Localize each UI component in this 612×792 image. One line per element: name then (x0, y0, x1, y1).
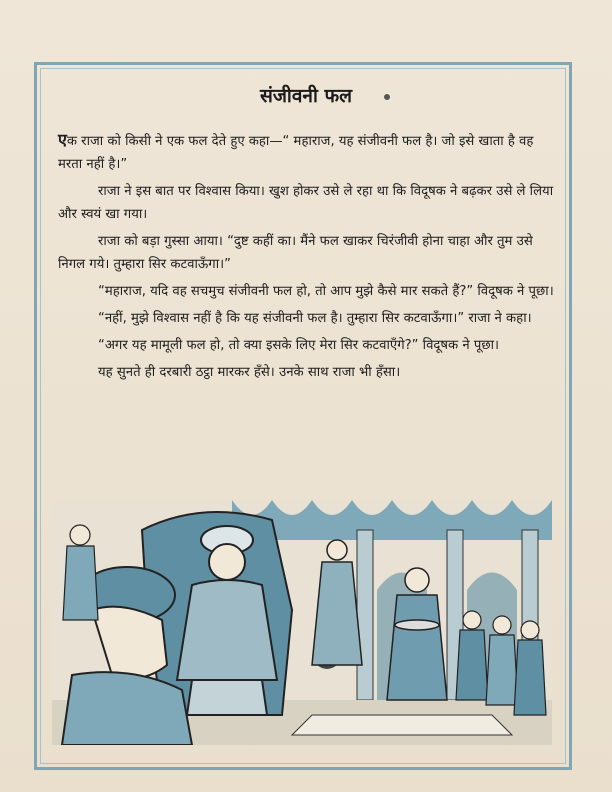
courtier-1-body (456, 630, 488, 700)
king-face (209, 544, 245, 580)
paragraph-1 (58, 128, 558, 176)
pillar-1 (357, 530, 373, 700)
courtier-left-body (63, 546, 98, 620)
courtier-3-head (521, 621, 539, 639)
paragraph-4: “महाराज, यदि वह सचमुच संजीवनी फल हो, तो आप मुझे कैसे मार सकते हैं?” विदूषक ने पूछा। (98, 284, 554, 299)
paragraph-2: राजा ने इस बात पर विश्वास किया। खुश होकर उसे ले रहा था कि विदूषक ने बढ़कर उसे ले लिया और स्वयं खा गया। (58, 184, 554, 222)
paragraph-6: “अगर यह मामूली फल हो, तो क्या इसके लिए मेरा सिर कटवाएँगे?” विदूषक ने पूछा। (98, 338, 500, 353)
courtier-2-body (486, 635, 518, 705)
step (292, 715, 512, 735)
courtier-1-head (463, 611, 481, 629)
tray (395, 620, 439, 630)
attendant-robe (387, 595, 447, 700)
maid-head (327, 540, 347, 560)
courtier-left-head (70, 525, 90, 545)
king-robe (177, 580, 277, 680)
courtier-2-head (493, 616, 511, 634)
paragraph-1-text: क राजा को किसी ने एक फल देते हुए कहा—“ महाराज, यह संजीवनी फल है। जो इसे खाता है वह मरता नहीं है।” (58, 134, 534, 172)
title-ornament-dot (384, 94, 390, 100)
courtier-3-body (514, 640, 546, 715)
paragraph-7: यह सुनते ही दरबारी ठट्ठा मारकर हँसे। उनके साथ राजा भी हँसा। (98, 365, 401, 380)
attendant-head (405, 568, 429, 592)
paragraph-5: “नहीं, मुझे विश्वास नहीं है कि यह संजीवनी फल है। तुम्हारा सिर कटवाऊँगा।” राजा ने कहा। (98, 311, 532, 326)
drop-cap: ए (58, 130, 67, 149)
story-body (58, 128, 558, 388)
king-legs (187, 680, 267, 715)
court-scene-illustration (52, 500, 552, 745)
story-title: संजीवनी फल (259, 85, 353, 107)
paragraph-3: राजा को बड़ा गुस्सा आया। “दुष्ट कहीं का। मैंने फल खाकर चिरंजीवी होना चाहा और तुम उसे निगल गये। तुम्हारा सिर कटवाऊँगा।” (58, 234, 533, 272)
